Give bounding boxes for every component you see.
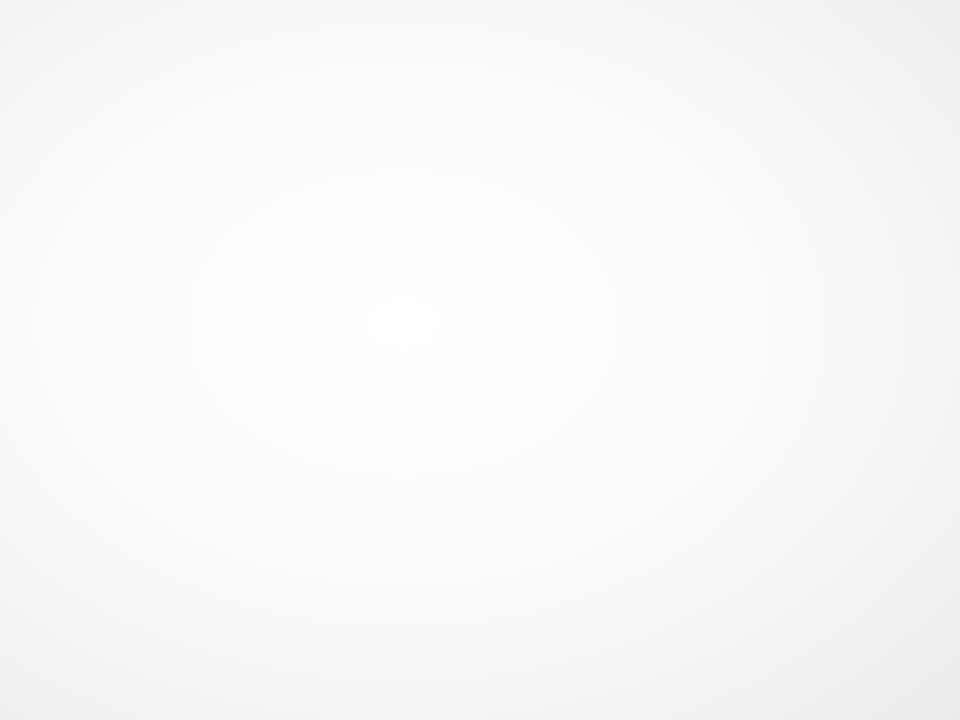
decorative-sidebar (889, 0, 960, 720)
sidebar-dark-top (889, 0, 960, 576)
slide-content (60, 174, 870, 181)
sidebar-dark-bottom (889, 648, 960, 720)
sidebar-accent-block (889, 576, 960, 648)
